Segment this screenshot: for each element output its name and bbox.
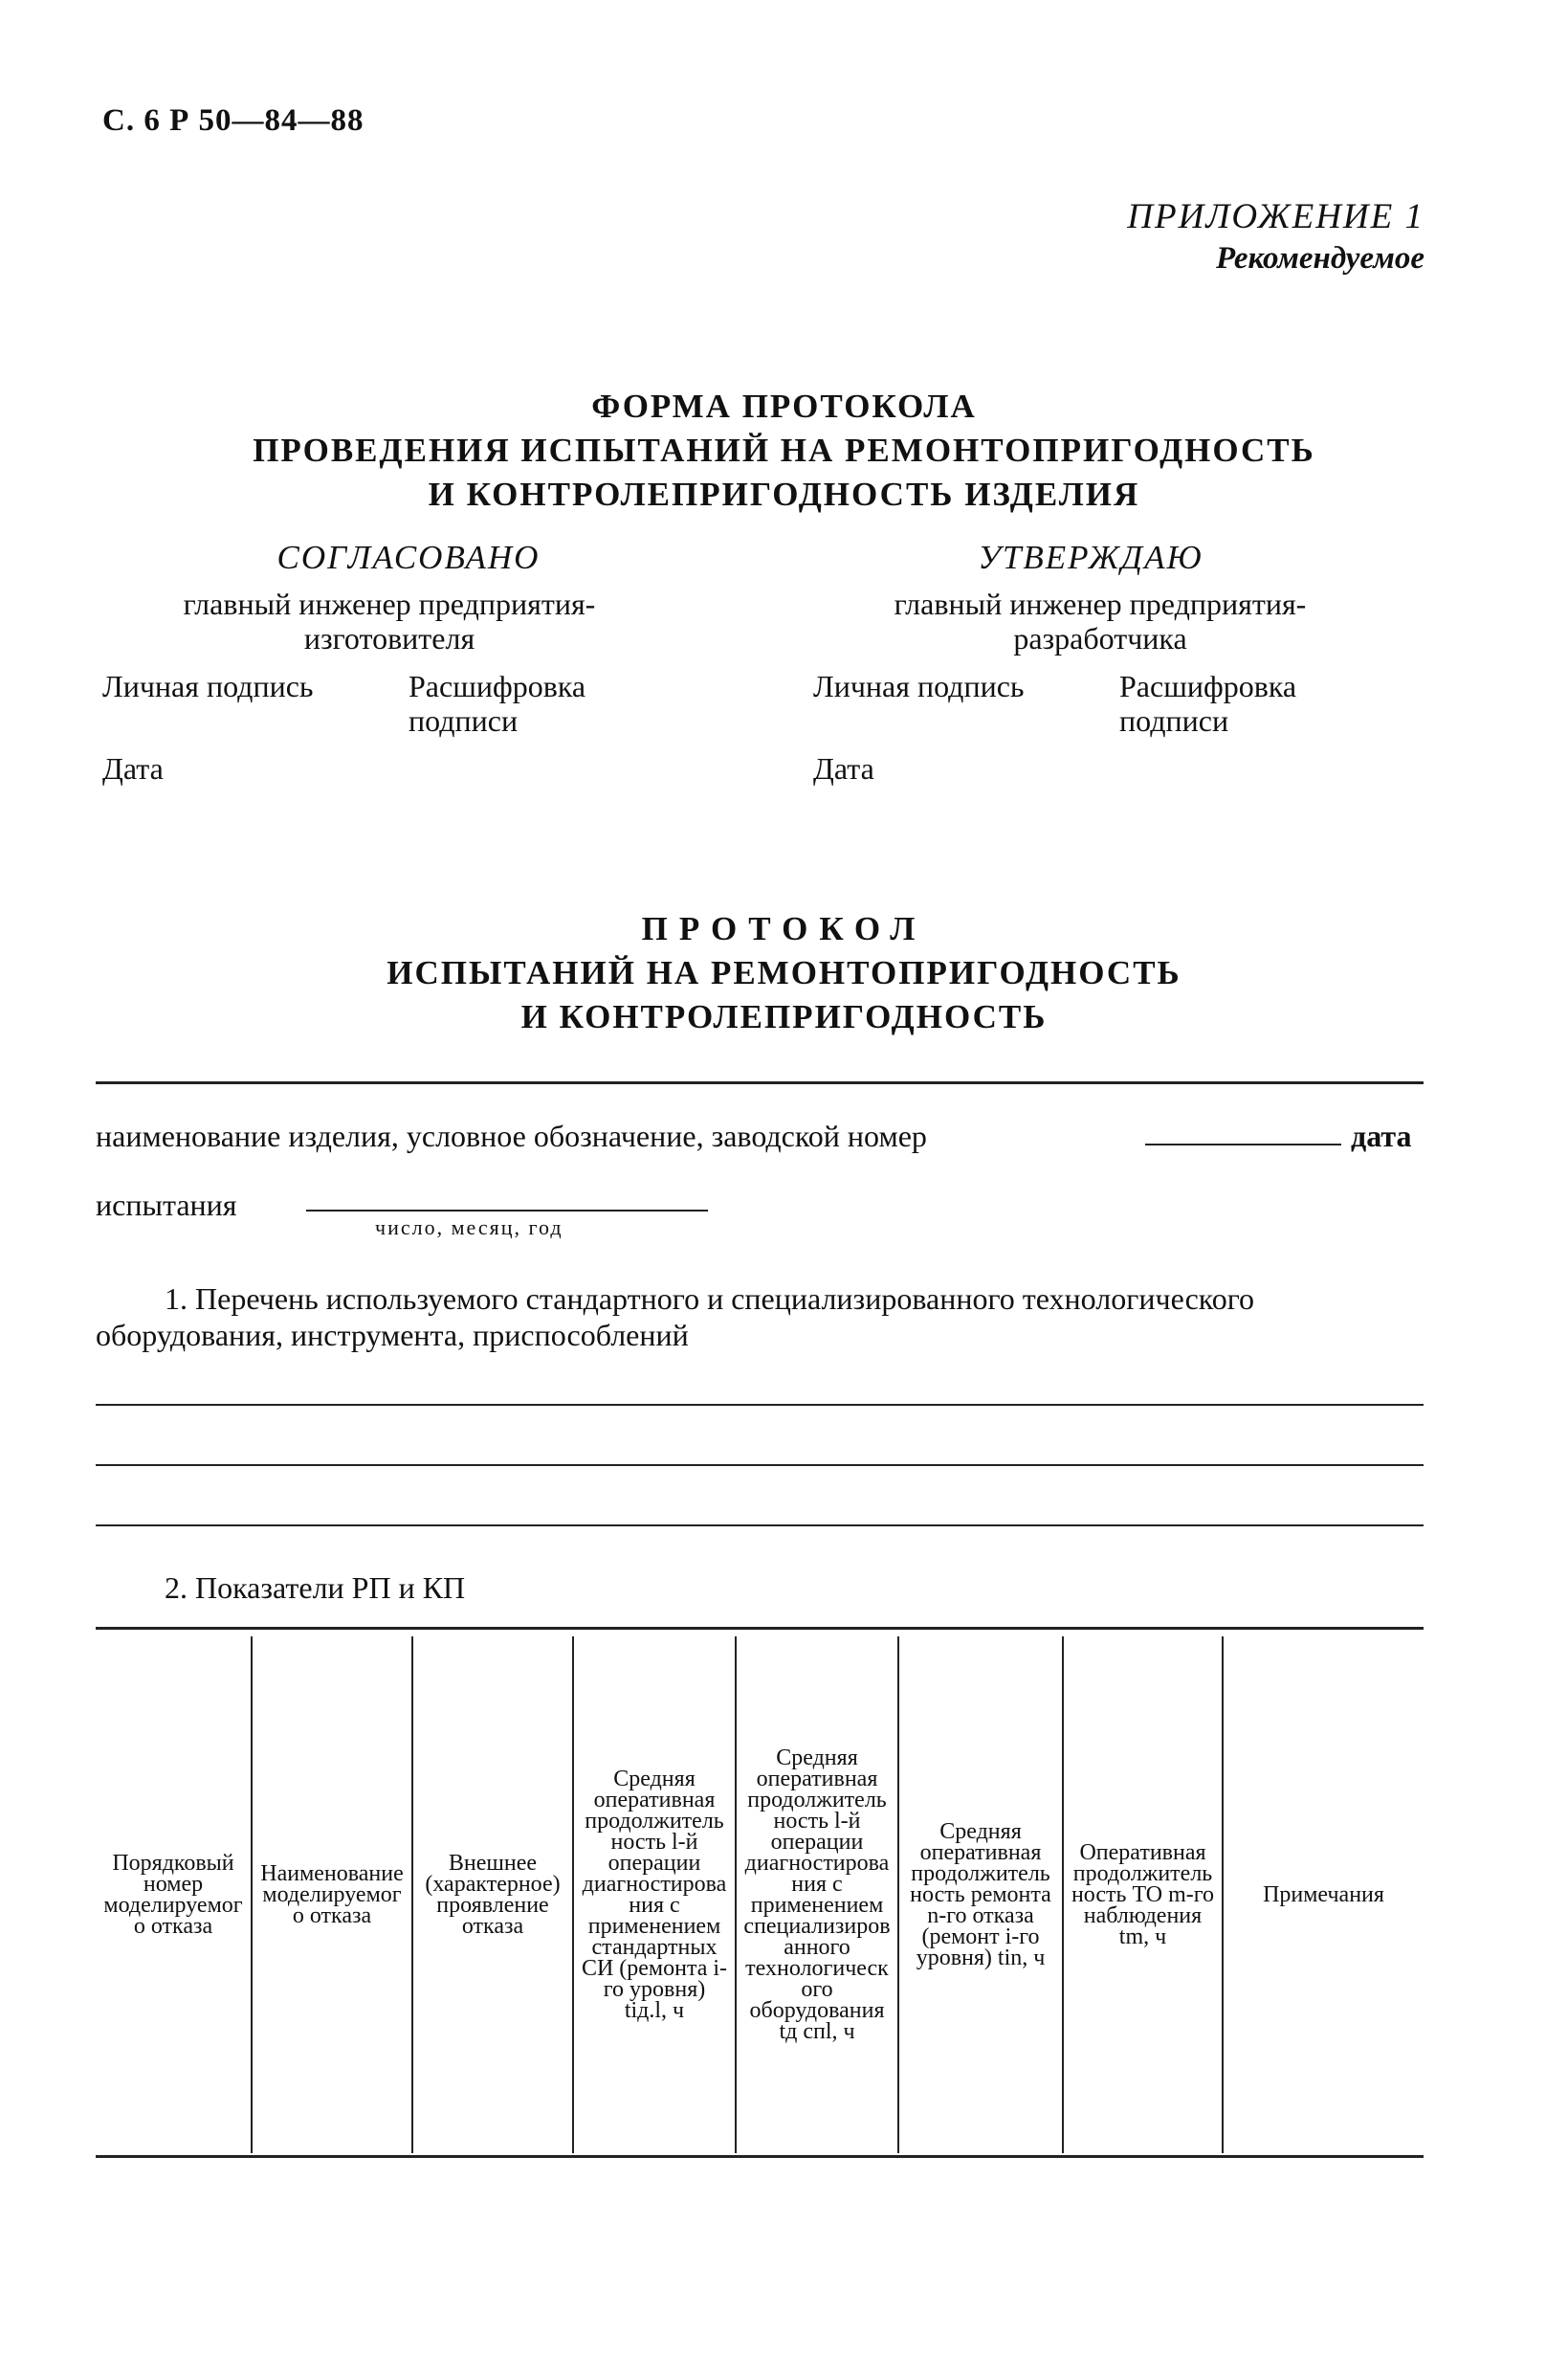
header-failure-manifestation: Внешнее (характерное) проявление отказа bbox=[412, 1636, 573, 2153]
item1-text: 1. Перечень используемого стандартного и специализированного технологического оборудования, инструмента, приспособлений bbox=[96, 1281, 1255, 1352]
factory-number-blank bbox=[1145, 1144, 1341, 1145]
form-title-line: ФОРМА ПРОТОКОЛА bbox=[591, 388, 977, 425]
agreed-heading: СОГЛАСОВАНО bbox=[276, 539, 541, 576]
agreed-role-line2: изготовителя bbox=[303, 621, 475, 656]
item2-text: 2. Показатели РП и КП bbox=[165, 1570, 466, 1605]
appendix-label: ПРИЛОЖЕНИЕ 1 bbox=[1127, 197, 1424, 236]
header-failure-name: Наименование моделируемого отказа bbox=[252, 1636, 412, 2153]
item1-blank-line-1 bbox=[96, 1404, 1424, 1406]
page-header: С. 6 Р 50—84—88 bbox=[102, 103, 364, 138]
agreed-sign-label: Личная подпись bbox=[102, 669, 314, 703]
product-blank-line bbox=[96, 1081, 1424, 1084]
form-title-line: ПРОВЕДЕНИЯ ИСПЫТАНИЙ НА РЕМОНТОПРИГОДНОСТЬ bbox=[253, 432, 1315, 469]
approved-role bbox=[813, 587, 1387, 656]
approved-decode-label: Расшифровка подписи bbox=[1119, 669, 1297, 738]
appendix-block bbox=[1127, 196, 1424, 277]
product-line-text: наименование изделия, условное обозначение, заводской номер bbox=[96, 1119, 927, 1153]
header-repair-duration: Средняя оперативная продолжительность ремонта n-го отказа (ремонт i-го уровня) tin, ч bbox=[898, 1636, 1063, 2153]
form-title-line: И КОНТРОЛЕПРИГОДНОСТЬ ИЗДЕЛИЯ bbox=[428, 476, 1140, 513]
approved-heading: УТВЕРЖДАЮ bbox=[978, 539, 1204, 576]
test-date-caption: число, месяц, год bbox=[375, 1215, 563, 1239]
approved-role-line2: разработчика bbox=[1013, 621, 1187, 656]
item1-blank-line-3 bbox=[96, 1524, 1424, 1526]
approved-signature-row bbox=[813, 669, 1435, 738]
agreed-date-label: Дата bbox=[102, 751, 164, 786]
protocol-title-line: ИСПЫТАНИЙ НА РЕМОНТОПРИГОДНОСТЬ bbox=[386, 954, 1182, 991]
header-diag-standard-duration: Средняя оперативная продолжительность l-й операции диагностирования с применением стандартных СИ (ремонта i-го уровня) tiд.l, ч bbox=[573, 1636, 736, 2153]
form-title bbox=[0, 385, 1568, 517]
agreed-block bbox=[102, 541, 724, 786]
agreed-decode-label: Расшифровка подписи bbox=[409, 669, 586, 738]
protocol-title-line: ПРОТОКОЛ bbox=[641, 910, 927, 947]
table-header-row bbox=[96, 1636, 1424, 2153]
header-diag-special-duration: Средняя оперативная продолжительность l-й операции диагностирования с применением специализированного технологического оборудования tд спl, ч bbox=[736, 1636, 898, 2153]
table-bottom-rule bbox=[96, 2155, 1424, 2158]
agreed-role bbox=[102, 587, 676, 656]
agreed-signature-row bbox=[102, 669, 724, 738]
date-word: дата bbox=[1351, 1119, 1412, 1153]
header-maintenance-duration: Оперативная продолжительность ТО m-го наблюдения tm, ч bbox=[1063, 1636, 1223, 2153]
approved-date-label: Дата bbox=[813, 751, 874, 786]
approved-sign-label: Личная подпись bbox=[813, 669, 1025, 703]
protocol-title bbox=[0, 907, 1568, 1039]
table-top-rule bbox=[96, 1627, 1424, 1630]
appendix-note: Рекомендуемое bbox=[1215, 241, 1424, 276]
agreed-role-line1: главный инженер предприятия- bbox=[183, 587, 596, 621]
header-notes: Примечания bbox=[1223, 1636, 1424, 2153]
header-failure-number: Порядковый номер моделируемого отказа bbox=[103, 1851, 243, 1939]
item1-blank-line-2 bbox=[96, 1464, 1424, 1466]
indicators-table bbox=[96, 1636, 1424, 2153]
protocol-title-line: И КОНТРОЛЕПРИГОДНОСТЬ bbox=[520, 998, 1048, 1035]
approved-role-line1: главный инженер предприятия- bbox=[894, 587, 1307, 621]
test-date-blank bbox=[306, 1210, 708, 1212]
test-label: испытания bbox=[96, 1188, 237, 1222]
approved-block bbox=[813, 541, 1435, 786]
